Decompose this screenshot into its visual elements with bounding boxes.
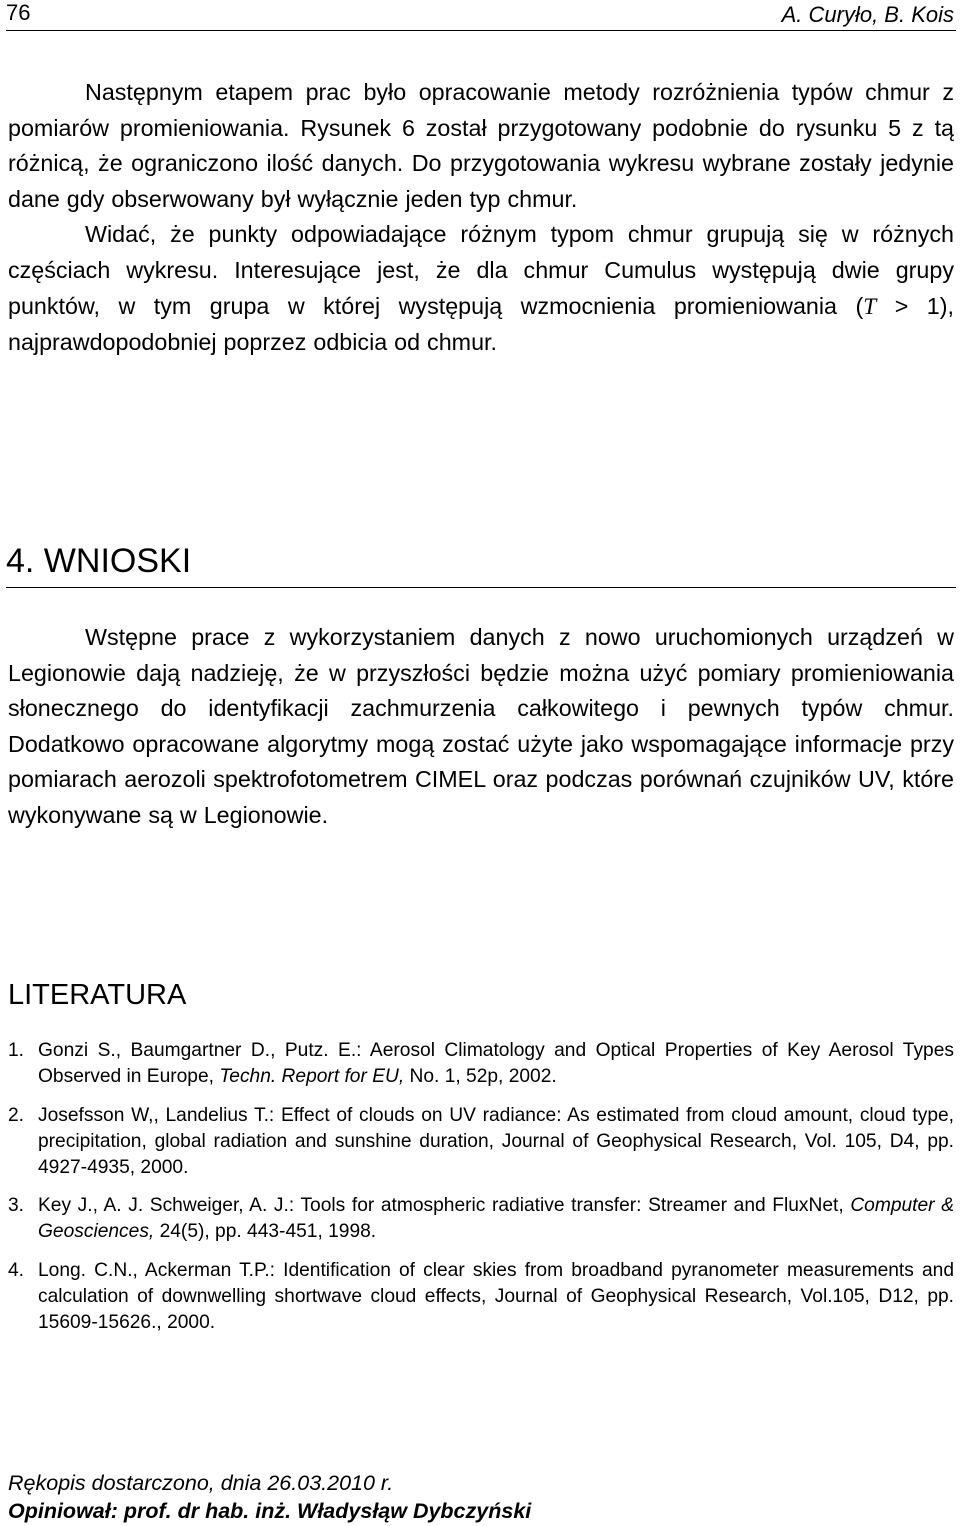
reference-text-end: No. 1, 52p, 2002. bbox=[404, 1066, 557, 1087]
reference-source: Computer & Geosciences, bbox=[38, 1195, 954, 1242]
reference-number: 1. bbox=[8, 1040, 25, 1061]
received-date: Rękopis dostarczono, dnia 26.03.2010 r. bbox=[8, 1471, 394, 1495]
section-heading-text: 4. WNIOSKI bbox=[6, 542, 192, 580]
body-paragraphs-results bbox=[8, 75, 954, 361]
reference-text: Key J., A. J. Schweiger, A. J.: Tools for atmospheric radiative transfer: Streamer and FluxNet, bbox=[38, 1195, 851, 1216]
page-header bbox=[6, 0, 956, 31]
reference-number: 4. bbox=[8, 1259, 25, 1281]
literature-heading: LITERATURA bbox=[8, 979, 187, 1011]
page-number: 76 bbox=[6, 0, 31, 25]
reference-text: Long. C.N., Ackerman T.P.: Identification of clear skies from broadband pyranometer measurements and calculation of downwelling shortwave cloud effects, Journal of Geophysical Research, Vol.105, D12, pp. 15609-15626., 2000. bbox=[38, 1259, 954, 1333]
reviewer-note: Opiniował: prof. dr hab. inż. Władysłąw Dybczyński bbox=[8, 1499, 532, 1523]
paragraph-cloud-groups-text: Widać, że punkty odpowiadające różnym typom chmur grupują się w różnych częściach wykresu. Interesujące jest, że dla chmur Cumulus występują dwie grupy punktów, w tym grupa w której występują wzmocnienia promieniowania ( bbox=[8, 221, 954, 319]
reference-number: 2. bbox=[8, 1104, 25, 1126]
section-heading-conclusions bbox=[6, 533, 956, 588]
reference-text: Gonzi S., Baumgartner D., Putz. E.: Aerosol Climatology and Optical Properties of Key Aerosol Types Observed in Europe, bbox=[38, 1040, 954, 1087]
manuscript-footer bbox=[8, 1469, 531, 1525]
reference-text-end: 24(5), pp. 443-451, 1998. bbox=[154, 1221, 377, 1242]
paragraph-cloud-groups-text-end: > 1), najprawdopodobniej poprzez odbicia od chmur. bbox=[8, 292, 954, 356]
paragraph-conclusions: Wstępne prace z wykorzystaniem danych z nowo uruchomionych urządzeń w Legionowie dają nadzieję, że w przyszłości będzie można użyć pomiary promieniowania słonecznego do identyfikacji zachmurzenia całkowitego i pewnych typów chmur. Dodatkowo opracowane algorytmy mogą zostać użyte jako wspomagające informacje przy pomiarach aerozoli spektrofotometrem CIMEL oraz podczas porównań czujników UV, które wykonywane są w Legionowie. bbox=[8, 624, 954, 828]
reference-list bbox=[8, 1038, 954, 1348]
reference-text: Josefsson W,, Landelius T.: Effect of clouds on UV radiance: As estimated from cloud amount, cloud type, precipitation, global radiation and sunshine duration, Journal of Geophysical Research, Vol. 105, D4, pp. 4927-4935, 2000. bbox=[38, 1104, 954, 1178]
running-head-authors: A. Curyło, B. Kois bbox=[781, 2, 954, 27]
reference-number: 3. bbox=[8, 1195, 25, 1216]
paragraph-cloud-groups bbox=[8, 217, 954, 360]
body-paragraph-conclusions bbox=[8, 620, 954, 834]
reference-item bbox=[8, 1038, 954, 1090]
reference-source: Techn. Report for EU, bbox=[219, 1066, 405, 1087]
reference-item bbox=[8, 1258, 954, 1336]
paragraph-method: Następnym etapem prac było opracowanie metody rozróżnienia typów chmur z pomiarów promieniowania. Rysunek 6 został przygotowany podobnie do rysunku 5 z tą różnicą, że ograniczono ilość danych. Do przygotowania wykresu wybrane zostały jedynie dane gdy obserwowany był wyłącznie jeden typ chmur. bbox=[8, 79, 954, 212]
transmittance-symbol: T bbox=[863, 293, 877, 320]
reference-item bbox=[8, 1103, 954, 1181]
reference-item bbox=[8, 1193, 954, 1245]
